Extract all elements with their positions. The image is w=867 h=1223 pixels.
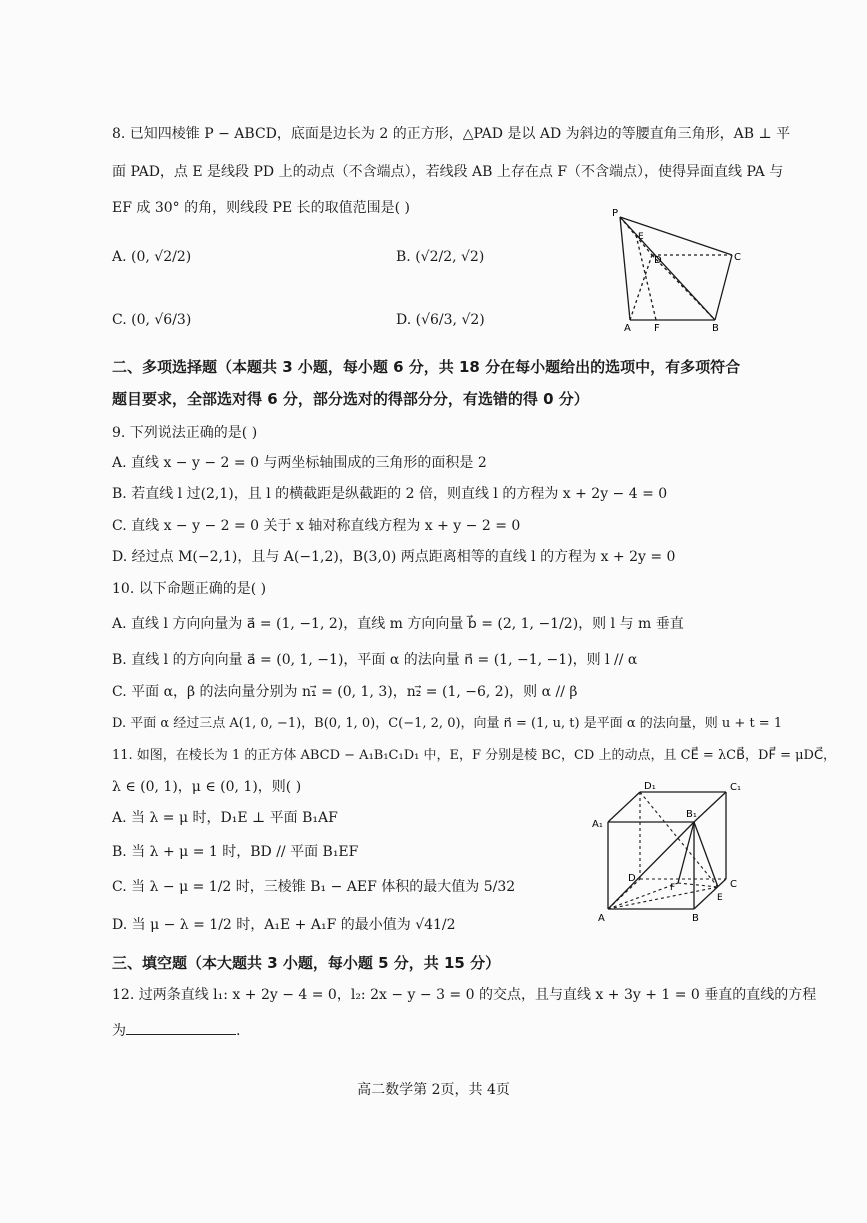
q8-label-p: P	[612, 208, 619, 219]
q12-suffix: .	[236, 1023, 241, 1039]
q11-label-a1: A₁	[592, 819, 603, 830]
q11-stem-line2: λ ∈ (0, 1)，μ ∈ (0, 1)，则( )	[112, 779, 302, 795]
q11-label-e: E	[717, 893, 723, 903]
section3-title: 三、填空题（本大题共 3 小题，每小题 5 分，共 15 分）	[112, 954, 501, 972]
q9-option-c: C. 直线 x − y − 2 = 0 关于 x 轴对称直线方程为 x + y − 2 = 0	[112, 518, 521, 534]
q11-option-c: C. 当 λ − μ = 1/2 时，三棱锥 B₁ − AEF 体积的最大值为 5/32	[112, 879, 516, 895]
q8-label-a: A	[624, 323, 631, 334]
q8-label-f: F	[654, 323, 660, 334]
page-footer: 高二数学第 2页，共 4页	[357, 1082, 510, 1098]
q11-label-d1: D₁	[644, 781, 656, 792]
q10-option-b: B. 直线 l 的方向向量 a⃗ = (0, 1, −1)，平面 α 的法向量 n⃗ = (1, −1, −1)，则 l // α	[112, 652, 638, 668]
q12-prefix: 为	[112, 1023, 126, 1039]
q8-label-e: E	[638, 232, 644, 242]
q8-label-d: D	[654, 255, 662, 266]
q11-label-c1: C₁	[730, 782, 741, 793]
q12-answer-blank[interactable]	[126, 1020, 236, 1035]
q9-stem: 9. 下列说法正确的是( )	[112, 425, 258, 441]
q8-option-a: A. (0, √2/2)	[112, 249, 192, 265]
q10-option-d: D. 平面 α 经过三点 A(1, 0, −1)，B(0, 1, 0)，C(−1, 2, 0)，向量 n⃗ = (1, u, t) 是平面 α 的法向量，则 u + t = 1	[112, 716, 783, 731]
section2-title-line1: 二、多项选择题（本题共 3 小题，每小题 6 分，共 18 分在每小题给出的选项中，有多项符合	[112, 358, 741, 376]
q9-option-a: A. 直线 x − y − 2 = 0 与两坐标轴围成的三角形的面积是 2	[112, 455, 487, 471]
q10-option-a: A. 直线 l 方向向量为 a⃗ = (1, −1, 2)，直线 m 方向向量 b⃗ = (2, 1, −1/2)，则 l 与 m 垂直	[112, 616, 684, 632]
q11-label-b1: B₁	[686, 809, 697, 820]
q12-stem-line2	[112, 1020, 240, 1041]
q9-option-d: D. 经过点 M(−2,1)，且与 A(−1,2)，B(3,0) 两点距离相等的直线 l 的方程为 x + 2y = 0	[112, 549, 676, 565]
q10-stem: 10. 以下命题正确的是( )	[112, 581, 267, 597]
q11-label-d: D	[628, 873, 636, 884]
q8-stem-line2: 面 PAD，点 E 是线段 PD 上的动点（不含端点），若线段 AB 上存在点 F（不含端点），使得异面直线 PA 与	[112, 164, 784, 180]
q8-option-b: B. (√2/2, √2)	[396, 249, 485, 265]
section2-title-line2: 题目要求，全部选对得 6 分，部分选对的得部分分，有选错的得 0 分）	[112, 390, 589, 408]
q11-label-b: B	[692, 913, 699, 924]
q11-option-d: D. 当 μ − λ = 1/2 时，A₁E + A₁F 的最小值为 √41/2	[112, 917, 456, 933]
q8-label-b: B	[712, 323, 719, 334]
q8-option-d: D. (√6/3, √2)	[396, 312, 485, 328]
q10-option-c: C. 平面 α，β 的法向量分别为 n₁⃗ = (0, 1, 3)，n₂⃗ = (1, −6, 2)，则 α // β	[112, 684, 578, 700]
q11-option-b: B. 当 λ + μ = 1 时，BD // 平面 B₁EF	[112, 844, 359, 860]
q11-label-f: F	[670, 883, 676, 893]
q8-stem-line3: EF 成 30° 的角，则线段 PE 长的取值范围是( )	[112, 200, 411, 216]
q12-stem-line1: 12. 过两条直线 l₁: x + 2y − 4 = 0，l₂: 2x − y − 3 = 0 的交点，且与直线 x + 3y + 1 = 0 垂直的直线的方程	[112, 987, 817, 1003]
q11-label-a: A	[598, 913, 605, 924]
q11-option-a: A. 当 λ = μ 时，D₁E ⊥ 平面 B₁AF	[112, 810, 338, 826]
q8-stem-line1: 8. 已知四棱锥 P − ABCD，底面是边长为 2 的正方形，△PAD 是以 AD 为斜边的等腰直角三角形，AB ⊥ 平	[112, 126, 791, 142]
q11-cube-figure	[590, 775, 750, 925]
q11-label-c: C	[730, 879, 737, 890]
q8-pyramid-figure	[600, 205, 750, 335]
q9-option-b: B. 若直线 l 过(2,1)，且 l 的横截距是纵截距的 2 倍，则直线 l 的方程为 x + 2y − 4 = 0	[112, 486, 668, 502]
q8-label-c: C	[734, 252, 741, 263]
q8-option-c: C. (0, √6/3)	[112, 312, 192, 328]
q11-stem-line1: 11. 如图，在棱长为 1 的正方体 ABCD − A₁B₁C₁D₁ 中，E，F 分别是棱 BC，CD 上的动点，且 CE⃗ = λCB⃗，DF⃗ = μDC⃗，	[112, 748, 837, 763]
